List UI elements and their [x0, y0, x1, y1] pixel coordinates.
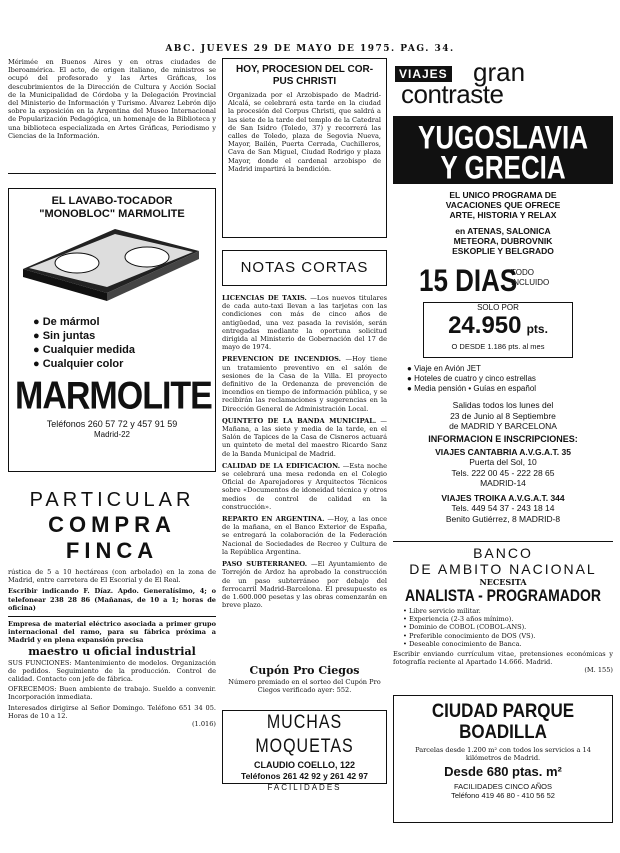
boadilla-ad — [393, 695, 613, 823]
boadilla-body: Parcelas desde 1.200 m² con todos los servicios a 14 kilómetros de Madrid. — [415, 746, 591, 763]
empleo-ad — [8, 620, 216, 790]
notas-cortas-title: NOTAS CORTAS — [222, 250, 387, 286]
viajes-unico-3: ARTE, HISTORIA Y RELAX — [449, 210, 557, 220]
viajes-15-dias: 15 DIAS — [419, 262, 518, 298]
boadilla-tel: Teléfono 419 46 80 - 410 56 52 — [451, 791, 555, 801]
empleo-functions: SUS FUNCIONES: Mantenimiento de modelos. Organización de pedidos. Seguimiento de la producción. Control de calidad. Contacto con jefe de fábrica. — [8, 658, 216, 684]
viajes-solo-por: SOLO POR — [477, 303, 519, 312]
viajes-cantabria-tel: Tels. 222 00 45 - 222 28 65 — [451, 467, 555, 478]
viajes-header — [393, 58, 613, 108]
viajes-cities-3: ESKOPLIE Y BELGRADO — [452, 246, 554, 256]
empleo-offer: OFRECEMOS: Buen ambiente de trabajo. Sueldo a convenir. Incorporación inmediata. — [8, 685, 216, 702]
viajes-pts: pts. — [526, 322, 548, 336]
marmolite-brand: MARMOLITE — [15, 374, 212, 418]
viajes-troika-tel: Tels. 449 54 37 - 243 18 14 — [451, 503, 555, 513]
intro-article: Mérimée en Buenos Aires y en otras ciudades de Iberoamérica. El acto, de origen italiano, de ministros se ocupó del profesorado y las Artes Gráficas, los descubrimientos de la Dirección de Cultura y Acción Social de la Municipalidad de Córdoba y la Delegación Provincial del Ministerio de Información y Turismo. Álvarez Lebrón dijo sobre la exposición en la Argentina del Museo Internacional de Popularización Pedagógica, un homenaje de la Biblioteca y una biblioteca especializada en Artes Gráficas, Periodismo y Ciencias de la Información. — [8, 58, 216, 140]
viajes-cities-2: METEORA, DUBROVNIK — [453, 236, 553, 246]
viajes-troika: VIAJES TROIKA A.V.G.A.T. 344 — [441, 492, 565, 503]
empleo-lead: Empresa de material eléctrico asociada a primer grupo internacional del ramo, para su fábrica próxima a Madrid y en plena expansión precisa — [8, 620, 216, 645]
column-1 — [8, 58, 216, 790]
viajes-unico-2: VACACIONES QUE OFRECE — [445, 200, 561, 210]
viajes-price-box — [423, 302, 573, 358]
banco-send: Escribir enviando currículum vitae, pretensiones económicas y fotografía reciente al Apartado 14.666. Madrid. — [393, 650, 613, 667]
banco-req-1: • Libre servicio militar. — [403, 607, 481, 615]
cupon-text: Número premiado en el sorteo del Cupón Pro Ciegos verificado ayer: 552. — [228, 678, 381, 695]
finca-line-1: PARTICULAR — [29, 489, 195, 511]
moquetas-address: CLAUDIO COELLO, 122 — [253, 760, 355, 771]
viajes-todo: TODO — [511, 268, 534, 277]
banco-line-2: DE AMBITO NACIONAL — [409, 561, 597, 577]
column-3 — [393, 58, 613, 823]
nota-5: REPARTO EN ARGENTINA. —Hoy, a las once de la mañana, en el Banco Exterior de España, se entregará la colaboración de la Federación Nacional de Sociedades de Recreo y Cultura de la República Argentina. — [222, 515, 387, 556]
bullet-2: ● Sin juntas — [33, 330, 96, 342]
nota-2: PREVENCION DE INCENDIOS. —Hoy tiene un tratamiento preventivo en el salón de sesiones de la Casa de la Villa. El proyecto definitivo de la Ordenanza de prevención de incendios en tiempo de información pública, y se recibirán las reclamaciones y sugerencias en la Dirección General de Administración Local. — [222, 355, 387, 413]
notas-list — [222, 294, 387, 664]
viajes-grecia: Y GRECIA — [440, 148, 566, 186]
nota-6: PASO SUBTERRANEO. —El Ayuntamiento de Torrejón de Ardoz ha aprobado la construcción de un paso subterráneo por debajo del ferrocarril Madrid-Barcelona. El presupuesto es de 1.600.000 pesetas y las obras comenzarán en breve plazo. — [222, 560, 387, 610]
viajes-yugoslavia: YUGOSLAVIA — [418, 118, 588, 156]
nota-4: CALIDAD DE LA EDIFICACION. —Esta noche se celebrará una mesa redonda en el Colegio Oficial de Aparejadores y Arquitectos Técnicos sobre «Documentos de idoneidad técnica y otros medios de control de calidad en la construcción». — [222, 461, 387, 511]
procesion-title-2: PUS CHRISTI — [272, 76, 337, 87]
boadilla-line-1: CIUDAD PARQUE — [431, 699, 575, 722]
viajes-unico-1: EL UNICO PROGRAMA DE — [449, 190, 557, 200]
banco-reqs — [393, 607, 613, 648]
boadilla-line-2: BOADILLA — [459, 720, 547, 743]
nota-3: QUINTETO DE LA BANDA MUNICIPAL. —Mañana, a las siete y media de la tarde, en el Salón de Tapices de la Casa de Cisneros actuará un quinteto de metal del maestro Ricardo Sanz de la Banda Municipal de Madrid. — [222, 416, 387, 458]
marmolite-kicker2: "MONOBLOC" MARMOLITE — [39, 208, 185, 220]
viajes-salidas-2: 23 de Junio al 8 Septiembre — [450, 410, 556, 421]
page-header: ABC. JUEVES 29 DE MAYO DE 1975. PAG. 34. — [165, 44, 455, 54]
viajes-days — [393, 264, 613, 302]
washbasin-illustration — [15, 221, 207, 301]
viajes-salidas-3: de MADRID Y BARCELONA — [449, 421, 557, 431]
banco-req-3: • Dominio de COBOL (COBOL-ANS). — [403, 623, 527, 632]
banco-req-4: • Preferible conocimiento de DOS (VS). — [403, 631, 536, 640]
moquetas-footer: FACILIDADES — [267, 783, 342, 793]
boadilla-facilidades: FACILIDADES CINCO AÑOS — [454, 782, 552, 792]
viajes-contraste: contraste — [401, 79, 504, 109]
procesion-box — [222, 58, 387, 238]
nota-1: LICENCIAS DE TAXIS. —Los nuevos titulares de cada auto-taxi llevan a las tarjetas con las condiciones con más de cinco años de antigüedad, una vez pasada la revisión, serán entregadas mediante la oportuna solicitud dirigida al Ministerio de Gobernación del 17 de mayo de 1974. — [222, 294, 387, 352]
empleo-title: maestro u oficial industrial — [28, 644, 196, 658]
empleo-ref: (1.016) — [191, 720, 216, 729]
viajes-ad — [393, 58, 613, 538]
viajes-cities-1: en ATENAS, SALONICA — [455, 226, 551, 236]
bullet-3: ● Cualquier medida — [33, 344, 135, 356]
viajes-price: 24.950 — [448, 312, 522, 339]
viajes-benefits — [393, 364, 613, 394]
marmolite-ad — [8, 188, 216, 472]
banco-ref: (M. 155) — [584, 666, 613, 675]
finca-ad — [8, 488, 216, 613]
viajes-cantabria-addr: Puerta del Sol, 10 — [469, 457, 537, 467]
finca-line-2: COMPRA — [48, 512, 176, 537]
viajes-benefit-3: ● Media pensión • Guías en español — [407, 384, 537, 393]
column-2 — [222, 58, 387, 793]
finca-body: rústica de 5 a 10 hectáreas (con arbolado) en la zona de Madrid, entre carretera de El Escorial y de El Real. — [8, 568, 216, 585]
banco-necesita: NECESITA — [479, 577, 527, 587]
viajes-desde: O DESDE 1.186 pts. al mes — [451, 342, 545, 351]
marmolite-kicker: EL LAVABO-TOCADOR — [51, 195, 173, 207]
viajes-benefit-2: ● Hoteles de cuatro y cinco estrellas — [407, 374, 536, 383]
viajes-gran: gran — [473, 57, 526, 87]
moquetas-title: MUCHAS MOQUETAS — [255, 712, 354, 758]
finca-contact: Escribir indicando F. Díaz. Apdo. Generalísimo, 4; o telefonear 238 28 86 (Mañanas, de 10 a 1; horas de oficina) — [8, 587, 216, 612]
empleo-send: Interesados dirigirse al Señor Domingo. Teléfono 651 34 05. Horas de 10 a 12. — [8, 703, 216, 720]
bullet-4: ● Cualquier color — [33, 358, 124, 370]
marmolite-bullets — [15, 315, 209, 371]
marmolite-phones: Teléfonos 260 57 72 y 457 91 59 — [46, 419, 178, 429]
moquetas-ad — [222, 710, 387, 793]
banco-ad — [393, 545, 613, 695]
viajes-salidas-1: Salidas todos los lunes del — [452, 400, 554, 410]
procesion-title-1: HOY, PROCESION DEL COR- — [235, 64, 374, 75]
procesion-body: Organizada por el Arzobispado de Madrid-Alcalá, se celebrará esta tarde en la ciudad la procesión del Corpus Christi, que saldrá a las siete de la tarde del templo de la Catedral de San Isidro (Toledo, 37) y recorrerá las calles de Toledo, plaza de Segovia Nueva, Mayor, Bailén, Puerta Cerrada, Cuchilleros, Cava de San Miguel, Ciudad Rodrigo y plaza Mayor, donde el cardenal arzobispo de Madrid impartirá la bendición. — [228, 91, 381, 173]
bullet-1: ● De mármol — [33, 316, 100, 328]
banco-req-5: • Deseable conocimiento de Banca. — [403, 639, 522, 648]
finca-line-3: FINCA — [65, 538, 159, 563]
boadilla-desde: Desde 680 ptas. m² — [444, 764, 562, 780]
banco-title: ANALISTA - PROGRAMADOR — [405, 585, 601, 605]
viajes-dest-block — [393, 116, 613, 184]
viajes-tag: VIAJES — [395, 66, 452, 82]
viajes-info: INFORMACION E INSCRIPCIONES: — [428, 433, 578, 444]
banco-line-1: BANCO — [473, 545, 533, 561]
viajes-cantabria: VIAJES CANTABRIA A.V.G.A.T. 35 — [435, 446, 571, 457]
viajes-cantabria-city: MADRID-14 — [480, 478, 526, 488]
moquetas-phones: Teléfonos 261 42 92 y 261 42 97 — [241, 771, 368, 782]
viajes-incluido: INCLUIDO — [511, 278, 550, 287]
viajes-benefit-1: ● Viaje en Avión JET — [407, 364, 481, 373]
marmolite-city: Madrid-22 — [93, 430, 130, 439]
banco-req-2: • Experiencia (2-3 años mínimo). — [403, 615, 514, 624]
cupon-title: Cupón Pro Ciegos — [249, 664, 360, 677]
viajes-troika-addr: Benito Gutiérrez, 8 MADRID-8 — [445, 513, 561, 524]
